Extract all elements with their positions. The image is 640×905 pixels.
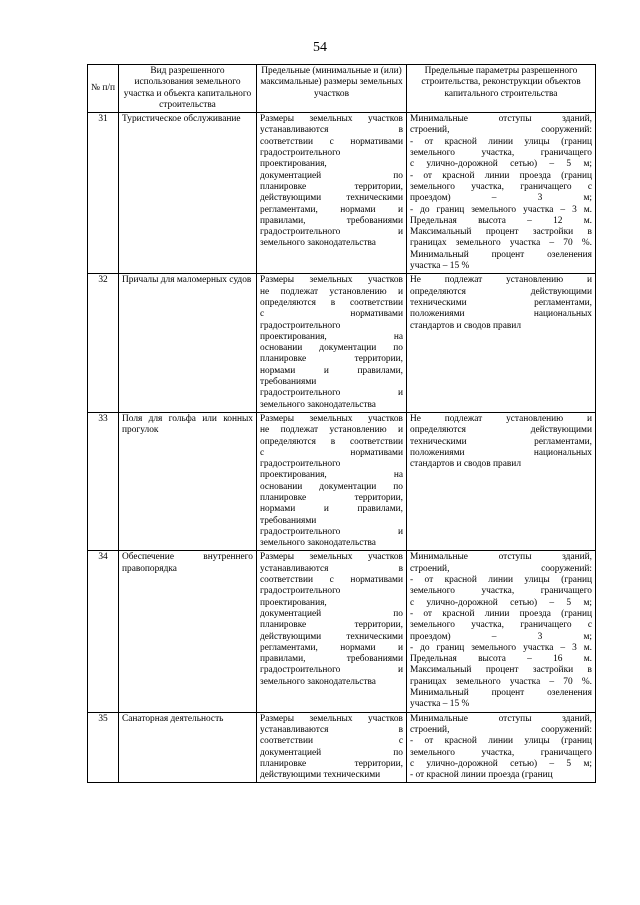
cell-line: определяются действующими (410, 286, 592, 297)
cell-line: Минимальные отступы зданий, (410, 552, 592, 563)
cell-line: Минимальные отступы зданий, (410, 713, 592, 724)
use-kind-cell: Поля для гольфа или конных прогулок (119, 412, 257, 551)
page-number: 54 (313, 40, 327, 55)
table-row (88, 113, 596, 274)
cell-line: определяются в соответствии (260, 436, 403, 447)
cell-line: планировке территории, (260, 620, 403, 631)
cell-line: планировке территории, (260, 492, 403, 503)
cell-line: градостроительного и (260, 227, 403, 238)
cell-line: положениями национальных (410, 447, 592, 458)
cell-line: основании документации по (260, 481, 403, 492)
cell-line: границах земельного участка – 70 %. (410, 676, 592, 687)
row-number: 31 (88, 113, 119, 274)
cell-line: Максимальный процент застройки в (410, 227, 592, 238)
cell-line: Размеры земельных участков (260, 275, 403, 286)
cell-line: Минимальные отступы зданий, (410, 114, 592, 125)
cell-line: с улично-дорожной сетью) – 5 м; (410, 159, 592, 170)
cell-line: строений, сооружений: (410, 563, 592, 574)
table-row (88, 274, 596, 413)
row-number: 35 (88, 712, 119, 783)
row-number: 32 (88, 274, 119, 413)
cell-line: строений, сооружений: (410, 125, 592, 136)
cell-line: документацией по (260, 608, 403, 619)
cell-line: проектирования, на (260, 470, 403, 481)
use-kind-cell: Санаторная деятельность (119, 712, 257, 783)
cell-line: планировке территории, (260, 181, 403, 192)
cell-line: - от красной линии проезда (границ (410, 170, 592, 181)
cell-line: Максимальный процент застройки в (410, 665, 592, 676)
cell-line: - от красной линии улицы (границ (410, 136, 592, 147)
cell-line: проектирования, на (260, 331, 403, 342)
cell-line: земельного участка, граничащего с (410, 620, 592, 631)
cell-line: градостроительного (260, 586, 341, 597)
cell-line: планировке территории, (260, 758, 403, 769)
cell-line: не подлежат установлению и (260, 286, 403, 297)
cell-line: земельного законодательства (260, 238, 376, 249)
cell-line: градостроительного (260, 320, 341, 331)
cell-line: строений, сооружений: (410, 724, 592, 735)
cell-line: участка – 15 % (410, 699, 470, 710)
cell-line: основании документации по (260, 343, 403, 354)
cell-line: Не подлежат установлению и (410, 413, 592, 424)
regulations-table (87, 64, 596, 783)
cell-line: с нормативами (260, 309, 403, 320)
cell-line: Минимальный процент озеленения (410, 249, 592, 260)
cell-line: градостроительного и (260, 388, 403, 399)
cell-line: техническими регламентами, (410, 297, 592, 308)
cell-line: правилами, требованиями (260, 654, 403, 665)
cell-line: Размеры земельных участков (260, 413, 403, 424)
build-params-cell (407, 712, 596, 783)
cell-line: - от красной линии улицы (границ (410, 736, 592, 747)
cell-line: действующими техническими (260, 631, 403, 642)
row-number: 34 (88, 551, 119, 712)
cell-line: земельного участка, граничащего с (410, 181, 592, 192)
cell-line: стандартов и сводов правил (410, 320, 521, 331)
table-row (88, 412, 596, 551)
use-kind-cell: Причалы для маломерных судов (119, 274, 257, 413)
cell-line: земельного законодательства (260, 399, 376, 410)
cell-line: с улично-дорожной сетью) – 5 м; (410, 758, 592, 769)
cell-line: градостроительного и (260, 526, 403, 537)
use-kind-cell: Туристическое обслуживание (119, 113, 257, 274)
build-params-cell (407, 551, 596, 712)
plot-sizes-cell (257, 274, 407, 413)
cell-line: соответствии с нормативами (260, 136, 403, 147)
cell-line: проектирования, (260, 159, 327, 170)
cell-line: проездом) – 3 м; (410, 193, 592, 204)
cell-line: устанавливаются в (260, 125, 403, 136)
header-build-params: Предельные параметры разрешенного строительства, реконструкции объектов капитального строительства (407, 65, 596, 113)
cell-line: положениями национальных (410, 309, 592, 320)
cell-line: нормами и правилами, (260, 365, 403, 376)
cell-line: Размеры земельных участков (260, 713, 403, 724)
cell-line: Размеры земельных участков (260, 552, 403, 563)
cell-line: - от красной линии проезда (границ (410, 770, 553, 781)
cell-line: с нормативами (260, 447, 403, 458)
cell-line: земельного участка, граничащего (410, 148, 592, 159)
cell-line: действующими техническими (260, 193, 403, 204)
build-params-cell (407, 113, 596, 274)
cell-line: земельного участка, граничащего (410, 747, 592, 758)
build-params-cell (407, 274, 596, 413)
cell-line: - до границ земельного участка – 3 м. (410, 642, 592, 653)
cell-line: земельного законодательства (260, 676, 376, 687)
header-number: № п/п (88, 65, 119, 113)
cell-line: Не подлежат установлению и (410, 275, 592, 286)
table-row (88, 712, 596, 783)
cell-line: - от красной линии проезда (границ (410, 608, 592, 619)
use-kind-cell: Обеспечение внутреннего правопорядка (119, 551, 257, 712)
cell-line: Предельная высота – 16 м. (410, 654, 592, 665)
cell-line: определяются действующими (410, 425, 592, 436)
row-number: 33 (88, 412, 119, 551)
cell-line: техническими регламентами, (410, 436, 592, 447)
cell-line: документацией по (260, 747, 403, 758)
cell-line: Минимальный процент озеленения (410, 688, 592, 699)
cell-line: с улично-дорожной сетью) – 5 м; (410, 597, 592, 608)
cell-line: не подлежат установлению и (260, 425, 403, 436)
cell-line: градостроительного (260, 459, 341, 470)
cell-line: - от красной линии улицы (границ (410, 575, 592, 586)
cell-line: - до границ земельного участка – 3 м. (410, 204, 592, 215)
cell-line: устанавливаются в (260, 563, 403, 574)
cell-line: Размеры земельных участков (260, 114, 403, 125)
cell-line: градостроительного и (260, 665, 403, 676)
cell-line: устанавливаются в (260, 724, 403, 735)
cell-line: градостроительного (260, 148, 341, 159)
header-use-kind: Вид разрешенного использования земельного участка и объекта капитального строительства (119, 65, 257, 113)
cell-line: проектирования, (260, 597, 327, 608)
cell-line: соответствии с нормативами (260, 575, 403, 586)
cell-line: земельного законодательства (260, 538, 376, 549)
cell-line: регламентами, нормами и (260, 204, 403, 215)
header-plot-sizes: Предельные (минимальные и (или) максимальные) размеры земельных участков (257, 65, 407, 113)
plot-sizes-cell (257, 712, 407, 783)
cell-line: соответствии с (260, 736, 403, 747)
cell-line: Предельная высота – 12 м. (410, 215, 592, 226)
cell-line: правилами, требованиями (260, 215, 403, 226)
cell-line: нормами и правилами, (260, 504, 403, 515)
cell-line: планировке территории, (260, 354, 403, 365)
plot-sizes-cell (257, 551, 407, 712)
cell-line: земельного участка, граничащего (410, 586, 592, 597)
cell-line: требованиями (260, 515, 317, 526)
build-params-cell (407, 412, 596, 551)
table-header-row (88, 65, 596, 113)
cell-line: проездом) – 3 м; (410, 631, 592, 642)
cell-line: документацией по (260, 170, 403, 181)
cell-line: действующими техническими (260, 770, 381, 781)
table-row (88, 551, 596, 712)
cell-line: определяются в соответствии (260, 297, 403, 308)
cell-line: требованиями (260, 377, 317, 388)
cell-line: регламентами, нормами и (260, 642, 403, 653)
cell-line: границах земельного участка – 70 %. (410, 238, 592, 249)
plot-sizes-cell (257, 412, 407, 551)
cell-line: стандартов и сводов правил (410, 459, 521, 470)
cell-line: участка – 15 % (410, 261, 470, 272)
plot-sizes-cell (257, 113, 407, 274)
